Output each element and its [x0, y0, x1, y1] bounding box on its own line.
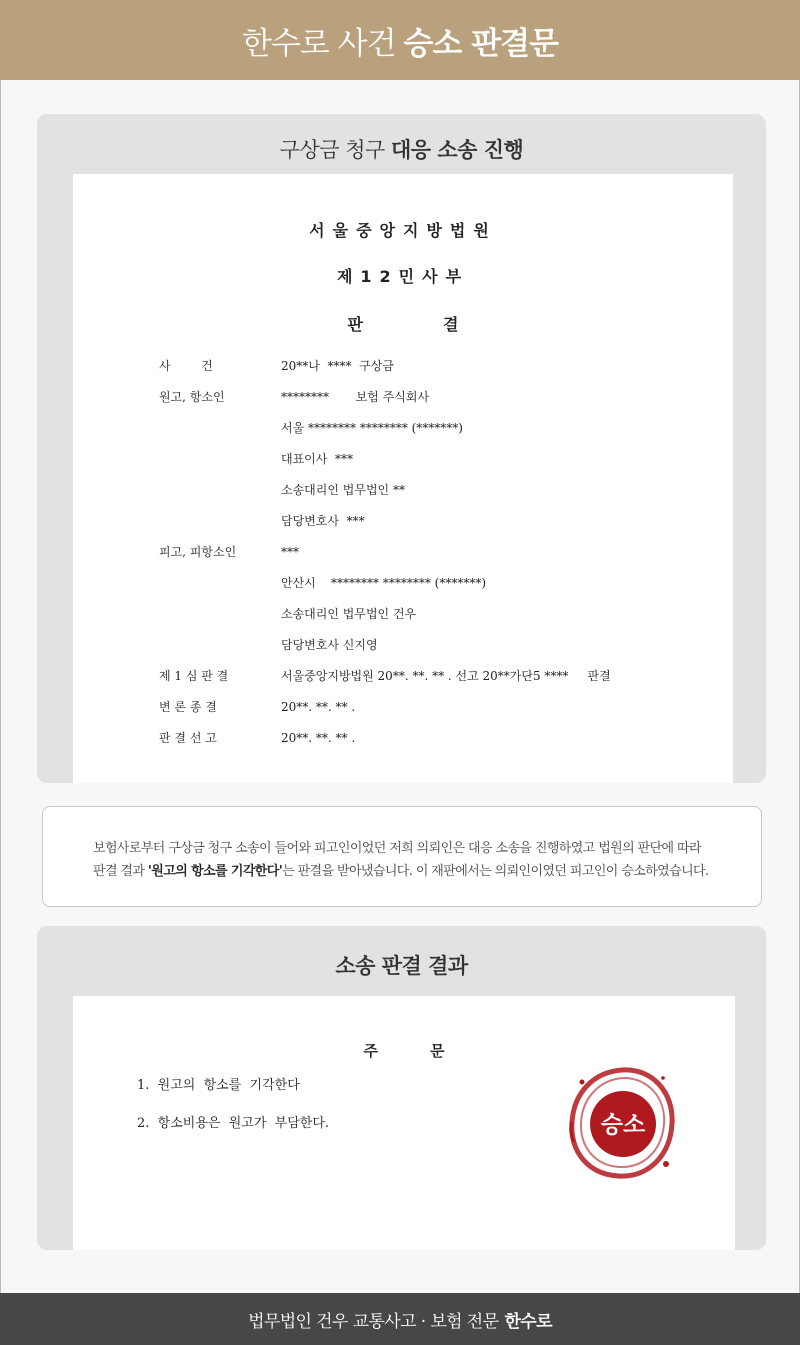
summary-verdict: '원고의 항소를 기각한다' — [147, 864, 283, 879]
case-info-value: 서울중앙지방법원 20**. **. ** . 선고 20**가단5 **** 판결 — [281, 669, 611, 683]
case-info-label: 판 결 선 고 — [159, 731, 217, 745]
case-info-value: 20**. **. ** . — [281, 700, 356, 714]
summary-text: 는 판결을 받아냈습니다. 이 재판에서는 의뢰인이였던 피고인이 승소하였습니다. — [282, 864, 709, 879]
case-info-value: 안산시 ******** ******** (*******) — [281, 576, 487, 590]
order-item-1: 1. 원고의 항소를 기각한다 — [137, 1078, 300, 1093]
case-info-value: *** — [281, 545, 299, 559]
document-type: 판결 — [347, 315, 539, 334]
page-footer — [0, 1293, 800, 1345]
left-border — [0, 80, 1, 1293]
case-info-value: 담당변호사 *** — [281, 514, 365, 528]
case-summary — [42, 806, 762, 907]
case-info-value: 20**. **. ** . — [281, 731, 356, 745]
case-info-value: 서울 ******** ******** (*******) — [281, 421, 463, 435]
summary-text: 판결 결과 — [93, 864, 148, 879]
title-bold: 대응 소송 진행 — [390, 138, 524, 162]
case-info-value: 담당변호사 신지영 — [281, 638, 378, 652]
summary-line-2 — [93, 860, 741, 883]
case-info-label: 제 1 심 판 결 — [159, 669, 229, 683]
footer-brand: 한수로 — [504, 1311, 552, 1332]
footer-text: 법무법인 건우 교통사고 · 보험 전문 — [248, 1311, 499, 1332]
case-info-value: 소송대리인 법무법인 ** — [281, 483, 405, 497]
case-info-label: 사 건 — [159, 359, 213, 373]
order-title: 주문 — [363, 1042, 497, 1060]
court-name: 서울중앙지방법원 — [309, 221, 497, 240]
result-section-title: 소송 판결 결과 — [335, 954, 468, 978]
case-info-value: 소송대리인 법무법인 건우 — [281, 607, 417, 621]
case-info-label: 원고, 항소인 — [159, 390, 225, 404]
svg-text:승소: 승소 — [600, 1111, 646, 1137]
case-info-label: 피고, 피항소인 — [159, 545, 237, 559]
victory-stamp-icon — [566, 1064, 678, 1182]
order-item-2: 2. 항소비용은 원고가 부담한다. — [137, 1116, 330, 1131]
court-division: 제12민사부 — [336, 267, 470, 286]
judgment-section — [37, 114, 766, 783]
header-title-bold: 승소 판결문 — [403, 25, 559, 62]
summary-line-1: 보험사로부터 구상금 청구 소송이 들어와 피고인이었던 저희 의뢰인은 대응 소송을 진행하였고 법원의 판단에 따라 — [93, 841, 701, 856]
judgment-document — [73, 174, 733, 783]
case-info-value: 대표이사 *** — [281, 452, 353, 466]
case-info-value: 20**나 **** 구상금 — [281, 359, 394, 373]
header-title: 한수로 사건 — [241, 25, 396, 62]
case-info-label: 변 론 종 결 — [159, 700, 217, 714]
page-header — [0, 0, 800, 80]
case-info-value: ******** 보험 주식회사 — [281, 390, 430, 404]
judgment-section-title — [37, 134, 766, 164]
title-plain: 구상금 청구 — [279, 138, 385, 162]
